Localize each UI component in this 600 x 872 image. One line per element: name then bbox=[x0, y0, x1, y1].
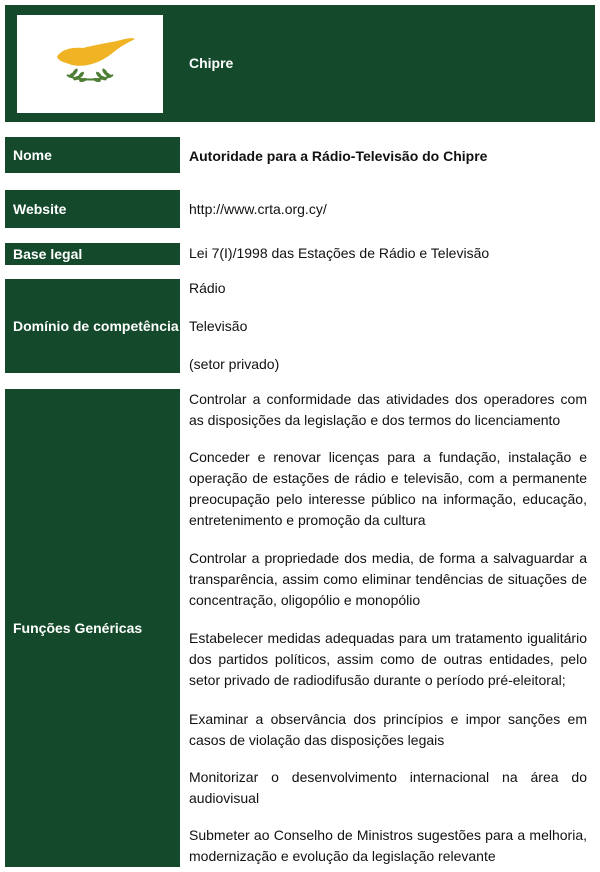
funcao-item: Controlar a propriedade dos media, de forma a salvaguardar a transparência, assim como eliminar tendências de situações de concentração, oligopólio e monopólio bbox=[189, 550, 587, 608]
dominio-item: Rádio bbox=[189, 280, 226, 296]
website-link[interactable]: http://www.crta.org.cy/ bbox=[189, 201, 327, 217]
funcao-item: Submeter ao Conselho de Ministros sugestões para a melhoria, modernização e evolução da legislação relevante bbox=[189, 827, 587, 864]
funcao-item: Estabelecer medidas adequadas para um tratamento igualitário dos partidos políticos, assim como de outras entidades, pelo setor privado de radiodifusão durante o período pré-eleitoral; bbox=[189, 630, 587, 688]
funcao-item: Monitorizar o desenvolvimento internacional na área do audiovisual bbox=[189, 769, 587, 806]
dominio-item: Televisão bbox=[189, 318, 248, 334]
dominio-item: (setor privado) bbox=[189, 356, 280, 372]
country-header bbox=[5, 5, 595, 122]
funcao-item: Conceder e renovar licenças para a fundação, instalação e operação de estações de rádio e televisão, com a permanente preocupação pelo interesse público na informação, educação, entretenimento e promoção da cultura bbox=[189, 449, 587, 528]
label-funcoes: Funções Genéricas bbox=[5, 389, 180, 867]
cyprus-flag-icon bbox=[17, 15, 163, 113]
funcao-item: Controlar a conformidade das atividades dos operadores com as disposições da legislação e dos termos do licenciamento bbox=[189, 391, 587, 428]
label-website: Website bbox=[5, 190, 180, 228]
label-nome: Nome bbox=[5, 137, 180, 173]
label-base-legal: Base legal bbox=[5, 243, 180, 265]
value-base-legal: Lei 7(I)/1998 das Estações de Rádio e Televisão bbox=[189, 245, 490, 261]
label-dominio: Domínio de competência bbox=[5, 279, 180, 373]
funcao-item: Examinar a observância dos princípios e impor sanções em casos de violação das disposições legais bbox=[189, 711, 587, 748]
value-nome: Autoridade para a Rádio-Televisão do Chipre bbox=[189, 148, 488, 164]
country-name: Chipre bbox=[189, 55, 234, 71]
